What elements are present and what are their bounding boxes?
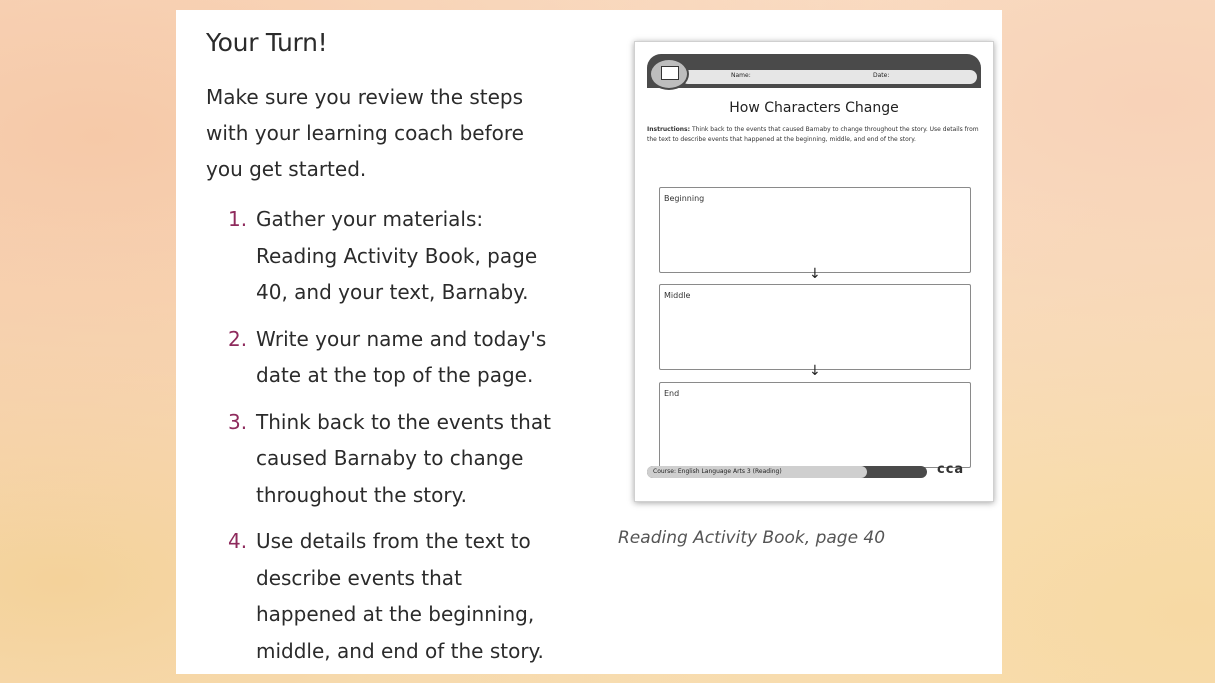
box-label: Beginning <box>664 194 705 203</box>
down-arrow-icon: ↓ <box>809 363 821 379</box>
instructions-panel <box>206 28 566 679</box>
page-title: Your Turn! <box>206 28 328 57</box>
list-item <box>206 404 566 514</box>
middle-box <box>659 284 971 370</box>
slide-card <box>176 10 1002 674</box>
intro-text: Make sure you review the steps with your learning coach before you get started. <box>206 85 524 181</box>
step-number: 1. <box>228 207 248 231</box>
steps-list <box>206 201 566 669</box>
instructions-text: Think back to the events that caused Barnaby to change throughout the story. Use details from the text to describe events that happened at the beginning, middle, and end of the story. <box>647 126 979 143</box>
beginning-box <box>659 187 971 273</box>
step-text: Gather your materials: Reading Activity Book, page 40, and your text, Barnaby. <box>256 207 538 304</box>
worksheet-title: How Characters Change <box>729 100 899 116</box>
worksheet-header <box>647 54 981 88</box>
step-text: Write your name and today's date at the top of the page. <box>256 326 547 387</box>
step-number: 4. <box>228 529 248 553</box>
list-item <box>206 201 566 311</box>
step-number: 2. <box>228 326 248 351</box>
worksheet-thumbnail <box>634 41 994 502</box>
worksheet-footer <box>647 466 927 478</box>
list-item <box>206 321 566 394</box>
course-pill <box>647 466 867 478</box>
book-icon <box>649 58 689 90</box>
thumbnail-caption: Reading Activity Book, page 40 <box>618 528 886 548</box>
date-label: Date: <box>873 72 890 79</box>
name-label: Name: <box>731 72 751 79</box>
down-arrow-icon: ↓ <box>809 266 821 282</box>
name-date-bar <box>681 70 977 84</box>
cca-logo: cca <box>937 462 965 477</box>
step-text: Use details from the text to describe events that happened at the beginning, middle, and end of the story. <box>256 529 544 663</box>
step-text: Think back to the events that caused Barnaby to change throughout the story. <box>256 409 551 507</box>
list-item <box>206 523 566 669</box>
worksheet-instructions <box>647 125 981 145</box>
box-label: End <box>664 389 680 398</box>
end-box <box>659 382 971 468</box>
box-label: Middle <box>664 291 691 300</box>
course-label: Course: English Language Arts 3 (Reading) <box>653 468 782 475</box>
instructions-label: Instructions: <box>647 126 691 133</box>
step-number: 3. <box>228 409 248 434</box>
